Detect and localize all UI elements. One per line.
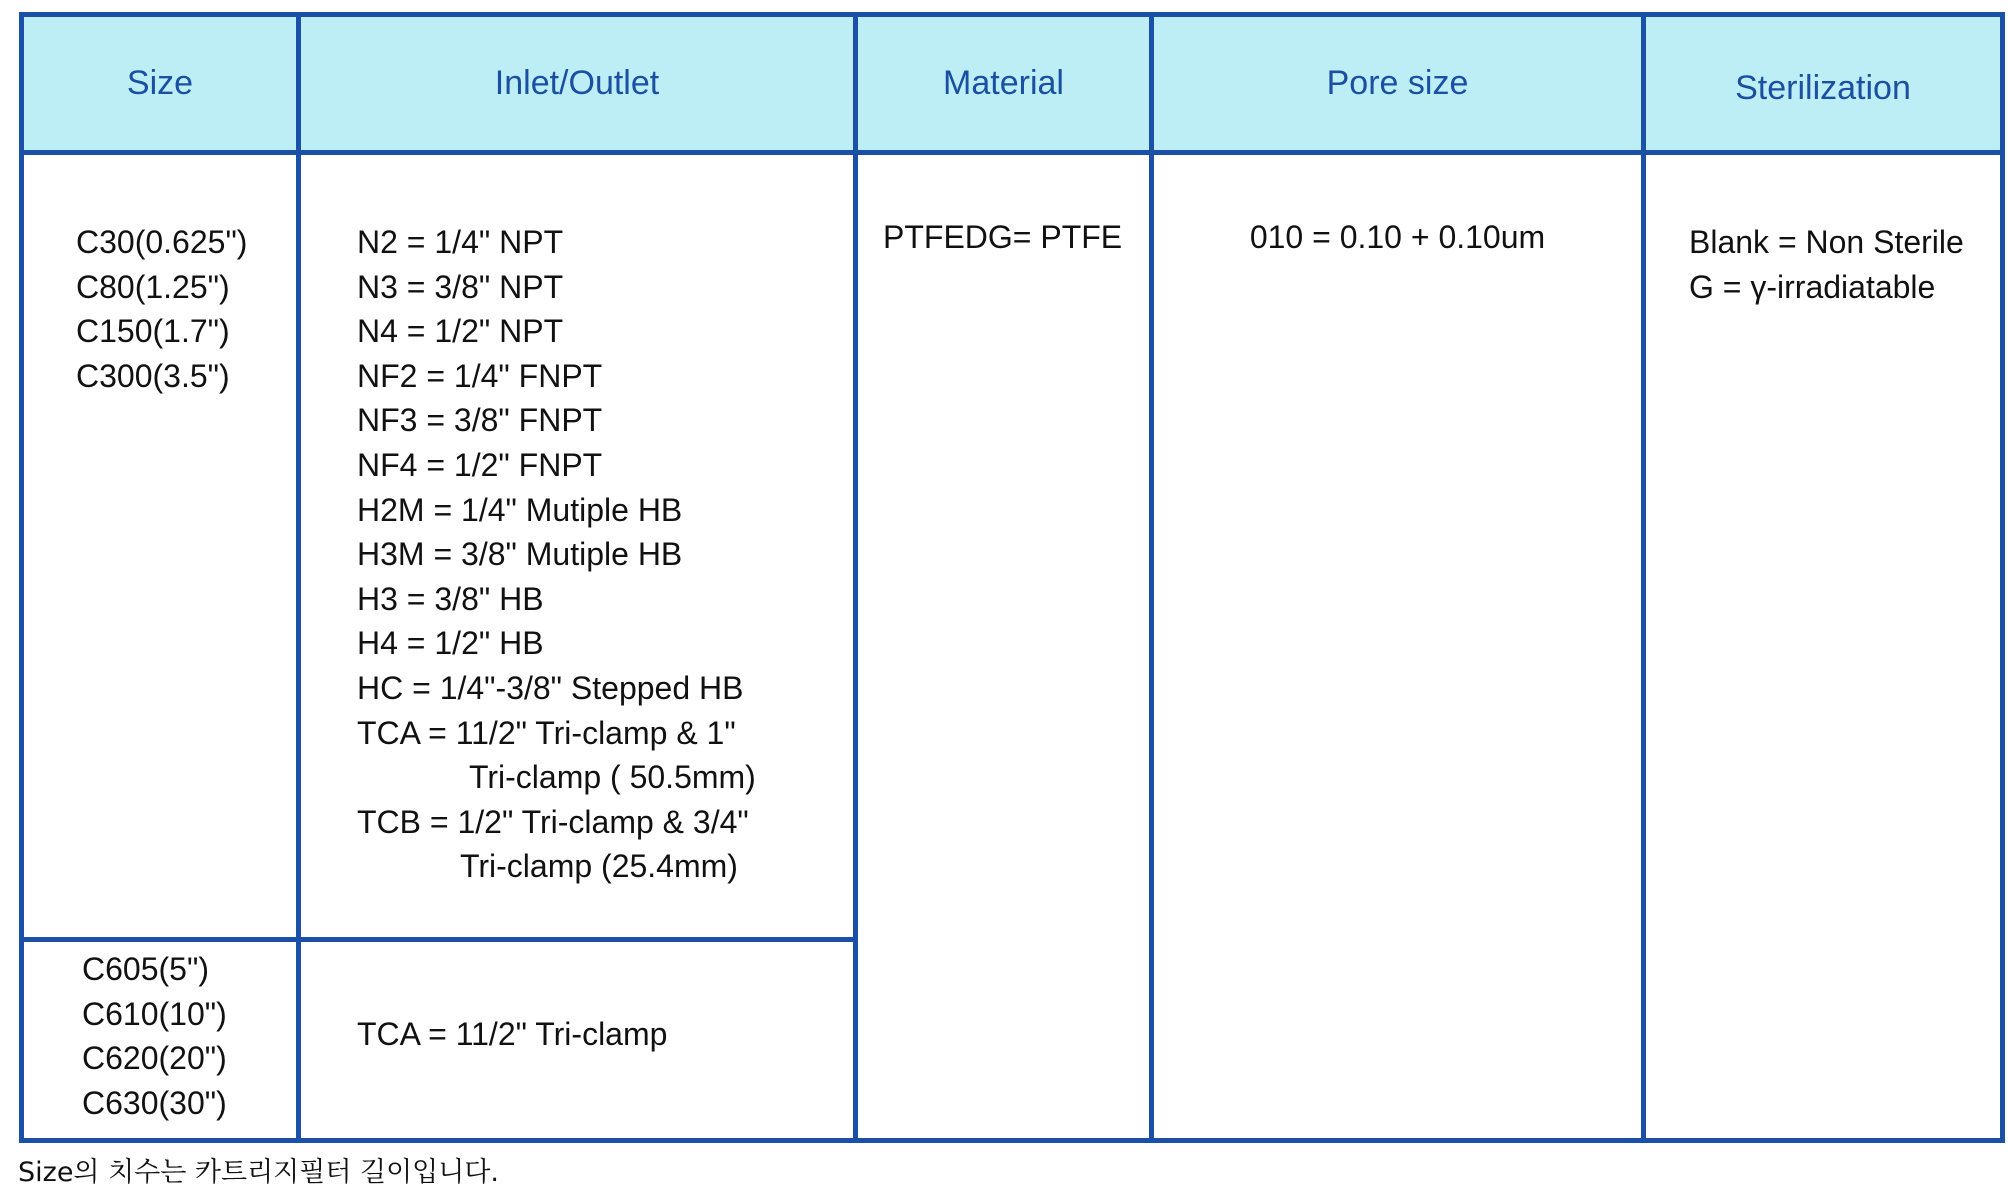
size-item: C630(30") bbox=[82, 1084, 227, 1121]
inlet-cell-group2: TCA = 11/2" Tri-clamp bbox=[299, 940, 856, 1141]
header-material: Material bbox=[856, 15, 1152, 153]
size-cell-group1 bbox=[22, 153, 299, 940]
inlet-item-continuation: Tri-clamp (25.4mm) bbox=[460, 848, 738, 885]
size-item: C610(10") bbox=[82, 995, 227, 1032]
size-item: C80(1.25") bbox=[76, 268, 230, 305]
inlet-item: N3 = 3/8" NPT bbox=[357, 268, 564, 305]
spec-table bbox=[19, 12, 2005, 1143]
size-item: C150(1.7") bbox=[76, 313, 230, 350]
size-item: C300(3.5") bbox=[76, 357, 230, 394]
header-row bbox=[22, 15, 2003, 153]
size-cell-group2 bbox=[22, 940, 299, 1141]
inlet-item: NF2 = 1/4" FNPT bbox=[357, 357, 603, 394]
header-sterilization: Sterilization bbox=[1644, 15, 2003, 153]
material-cell: PTFEDG= PTFE bbox=[856, 153, 1152, 1141]
sterilization-item: G = γ-irradiatable bbox=[1689, 268, 1936, 305]
size-item: C30(0.625") bbox=[76, 224, 248, 260]
inlet-item: H3 = 3/8" HB bbox=[357, 580, 544, 617]
sterilization-cell bbox=[1644, 153, 2003, 1141]
inlet-item: H2M = 1/4" Mutiple HB bbox=[357, 491, 683, 528]
inlet-item: N2 = 1/4" NPT bbox=[357, 224, 564, 260]
inlet-item: N4 = 1/2" NPT bbox=[357, 313, 564, 350]
inlet-item: H4 = 1/2" HB bbox=[357, 625, 544, 662]
header-size: Size bbox=[22, 15, 299, 153]
size-item: C605(5") bbox=[82, 951, 209, 987]
inlet-cell-group1 bbox=[299, 153, 856, 940]
table-row bbox=[22, 153, 2003, 940]
inlet-item: TCB = 1/2" Tri-clamp & 3/4" bbox=[357, 803, 749, 840]
size-item: C620(20") bbox=[82, 1040, 227, 1077]
inlet-item: H3M = 3/8" Mutiple HB bbox=[357, 536, 683, 573]
pore-size-cell: 010 = 0.10 + 0.10um bbox=[1152, 153, 1644, 1141]
inlet-item: HC = 1/4"-3/8" Stepped HB bbox=[357, 669, 744, 706]
header-inlet-outlet: Inlet/Outlet bbox=[299, 15, 856, 153]
inlet-item: NF4 = 1/2" FNPT bbox=[357, 446, 603, 483]
sterilization-item: Blank = Non Sterile bbox=[1689, 224, 1964, 260]
inlet-item: NF3 = 3/8" FNPT bbox=[357, 402, 603, 439]
inlet-item: TCA = 11/2" Tri-clamp & 1" bbox=[357, 714, 736, 751]
inlet-item-continuation: Tri-clamp ( 50.5mm) bbox=[469, 759, 756, 796]
footnote: Size의 치수는 카트리지필터 길이입니다. bbox=[18, 1157, 499, 1188]
header-pore-size: Pore size bbox=[1152, 15, 1644, 153]
